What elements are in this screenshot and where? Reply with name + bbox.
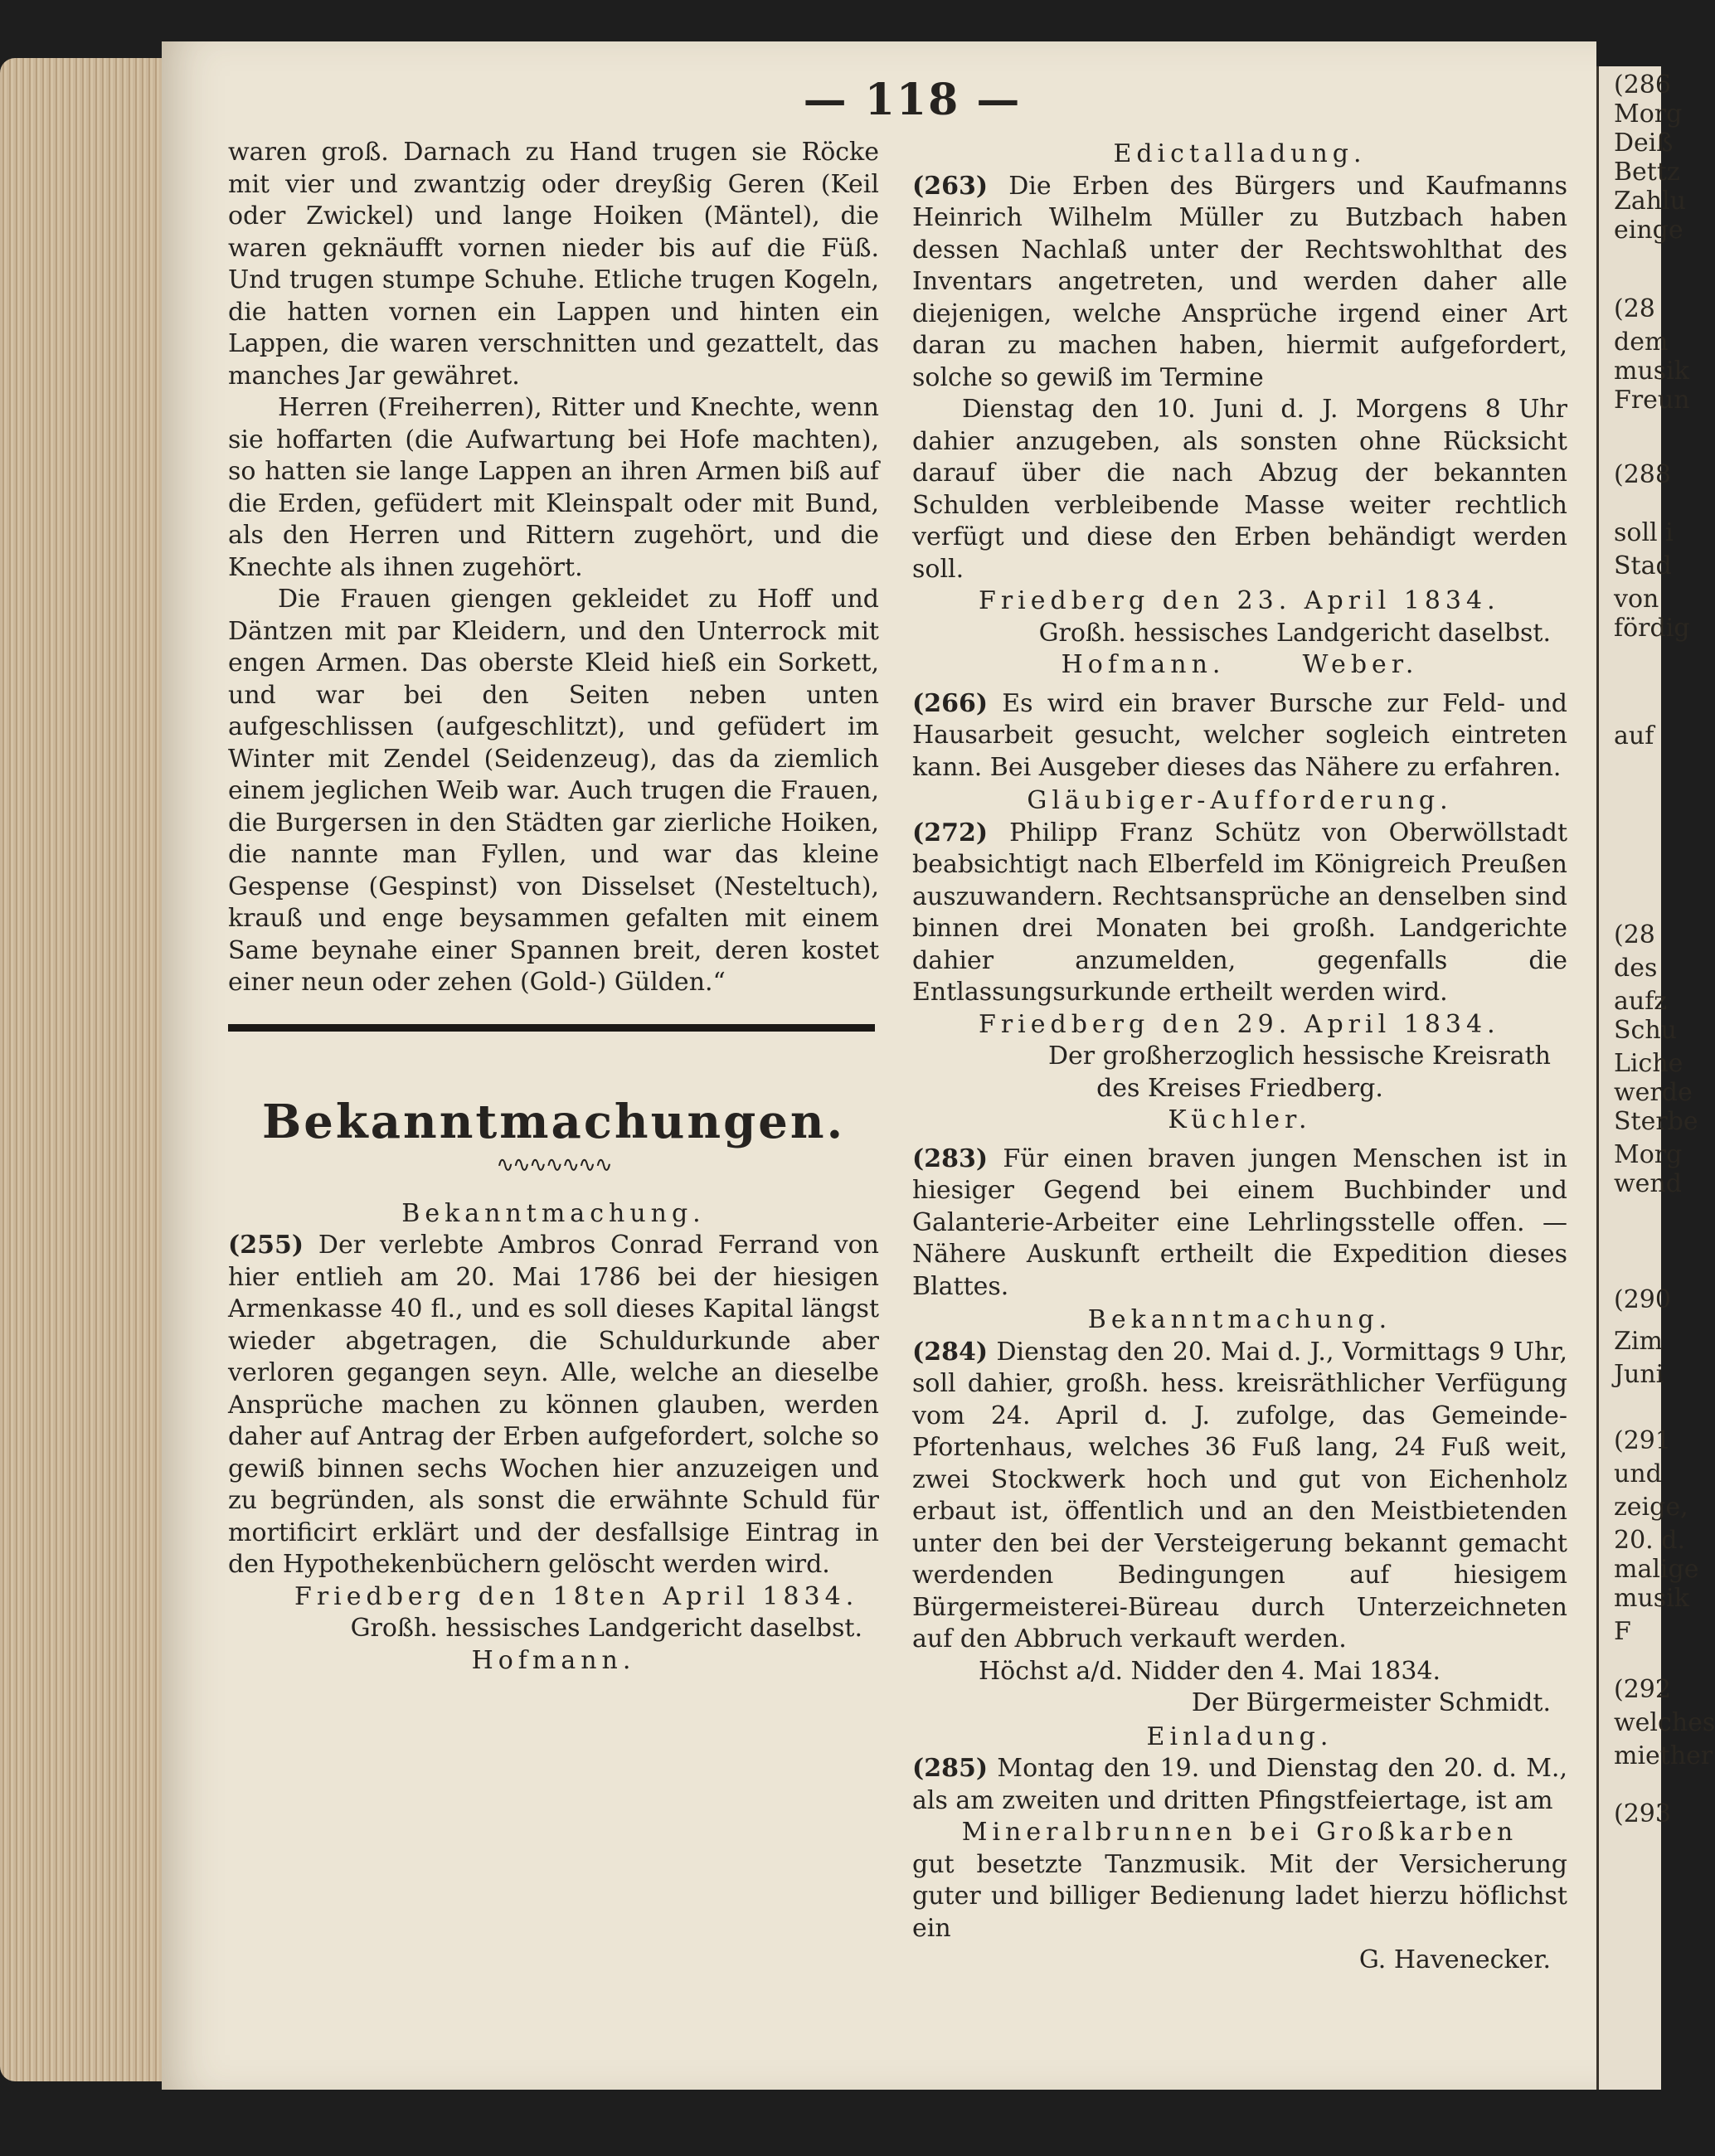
next-page-fragment: (28: [1614, 294, 1655, 323]
notice-272-heading: Gläubiger-Aufforderung.: [1027, 786, 1453, 815]
notice-284-text: Dienstag den 20. Mai d. J., Vormittags 9 Uhr, soll dahier, großh. hess. kreisräthlicher Verfügung vom 24. April d. J. zufolge, das Gemeinde-Pfortenhaus, welches 36 Fuß lang, 24 Fuß weit, zwei Stockwerk hoch und gut von Eichenholz erbaut ist, öffentlich und an den Meistbietenden unter den bei der Versteigerung bekannt gemacht werdenden Bedingungen auf hiesigem Bürgermeisterei-Büreau durch Unterzeichneten auf den Abbruch verkauft werden.: [912, 1337, 1567, 1653]
notice-284-id: (284): [912, 1337, 989, 1367]
next-page-fragment: Deiß: [1614, 129, 1674, 158]
notice-272: [912, 785, 1567, 1137]
next-page-fragment: fördig: [1614, 614, 1690, 643]
notice-283-id: (283): [912, 1144, 989, 1173]
next-page-fragment: zeige,: [1614, 1493, 1688, 1522]
notice-285-text2: gut besetzte Tanzmusik. Mit der Versicherung guter und billiger Bedienung ladet hierzu höflichst ein: [912, 1849, 1567, 1943]
notice-263: [912, 138, 1567, 682]
next-page-fragment: miether: [1614, 1741, 1713, 1770]
notice-285-id: (285): [912, 1754, 989, 1783]
next-page-fragment: Stad: [1614, 551, 1672, 580]
next-page-fragment: dem: [1614, 328, 1669, 357]
notice-263-heading: Edictalladung.: [1113, 139, 1367, 168]
notice-263-text: Die Erben des Bürgers und Kaufmanns Heinrich Wilhelm Müller zu Butzbach haben dessen Nachlaß unter der Rechtswohlthat des Inventars angetreten, und werden daher alle diejenigen, welche Ansprüche irgend einer Art daran zu machen haben, hiermit aufgefordert, solche so gewiß im Termine: [912, 171, 1567, 392]
notice-255-heading: Bekanntmachung.: [401, 1198, 706, 1228]
next-page-fragment: Schu: [1614, 1016, 1677, 1045]
notice-266-text: Es wird ein braver Bursche zur Feld- und Hausarbeit gesucht, welcher sogleich eintreten kann. Bei Ausgeber dieses das Nähere zu erfahren.: [912, 688, 1567, 782]
next-page-fragment: Bettz: [1614, 158, 1680, 187]
next-page-fragment: Sterbe: [1614, 1107, 1698, 1136]
next-page-fragment: (290: [1614, 1285, 1671, 1314]
notice-272-signer: Küchler.: [1168, 1105, 1312, 1134]
next-page-fragment: aufz: [1614, 987, 1668, 1016]
notice-284: [912, 1304, 1567, 1720]
notice-272-authority-1: Der großherzoglich hessische Kreisrath: [1047, 1042, 1551, 1071]
next-page-fragment: von: [1614, 585, 1659, 614]
next-page-fragment: Zahlu: [1614, 187, 1686, 216]
notice-263-signers: Hofmann. Weber.: [1061, 650, 1419, 679]
notice-255-signer: Hofmann.: [471, 1645, 636, 1675]
next-page-fragment: und: [1614, 1459, 1662, 1488]
notice-263-authority: Großh. hessisches Landgericht daselbst.: [1038, 618, 1551, 648]
next-page-strip: [1596, 66, 1715, 2090]
next-page-fragment: wend: [1614, 1169, 1682, 1198]
notice-272-id: (272): [912, 818, 989, 847]
notice-263-id: (263): [912, 171, 989, 201]
right-column: [912, 137, 1567, 1977]
intro-paragraph-2: Herren (Freiherren), Ritter und Knechte, wenn sie hoffarten (die Aufwartung bei Hofe machten), so hatten sie lange Lappen an ihren Armen biß auf die Erden, gefüdert mit Kleinspalt oder mit Bund, als den Herren und Rittern zugehört, und die Knechte als ihnen zugehört.: [228, 393, 879, 582]
notice-284-place-date: Höchst a/d. Nidder den 4. Mai 1834.: [979, 1656, 1441, 1686]
notice-263-place-date: Friedberg den 23. April 1834.: [979, 586, 1500, 615]
intro-paragraph-1: waren groß. Darnach zu Hand trugen sie Röcke mit vier und zwantzig oder dreyßig Geren (Keil oder Zwickel) und lange Hoiken (Mäntel), die waren geknäufft vornen nieder bis auf die Füß. Und trugen stumpe Schuhe. Etliche trugen Kogeln, die hatten vornen ein Lappen und hinten ein Lappen, die waren verschnitten und gezattelt, das manches Jar gewähret.: [228, 138, 879, 391]
section-heading: Bekanntmachungen.: [261, 1094, 846, 1149]
notice-255-place-date: Friedberg den 18ten April 1834.: [294, 1581, 859, 1611]
next-page-fragment: (292: [1614, 1675, 1671, 1704]
left-column: [228, 137, 879, 1677]
notice-272-authority-2: des Kreises Friedberg.: [1096, 1073, 1383, 1103]
notice-284-signer: Der Bürgermeister Schmidt.: [1191, 1688, 1551, 1717]
divider-rule: [228, 1024, 875, 1032]
notice-255-authority: Großh. hessisches Landgericht daselbst.: [350, 1614, 862, 1643]
next-page-fragment: (288: [1614, 460, 1671, 489]
next-page-fragment: Freun: [1614, 386, 1690, 415]
next-page-fragment: Morg: [1614, 100, 1683, 129]
next-page-fragment: (291: [1614, 1426, 1671, 1455]
notice-272-place-date: Friedberg den 29. April 1834.: [979, 1009, 1500, 1039]
book-page-edges: [0, 58, 174, 2081]
notice-263-text2: Dienstag den 10. Juni d. J. Morgens 8 Uhr dahier anzugeben, als sonsten ohne Rücksicht darauf über die nach Abzug der bekannten Schulden verbleibende Masse weiter rechtlich verfügt und diese den Erben behändigt werden soll.: [912, 395, 1567, 584]
notice-285: [912, 1721, 1567, 1977]
next-page-fragment: (286: [1614, 70, 1671, 100]
next-page-fragment: musik: [1614, 357, 1689, 386]
notice-283: [912, 1144, 1567, 1304]
next-page-fragment: einge: [1614, 216, 1683, 245]
next-page-fragment: auf: [1614, 721, 1654, 750]
notice-255-id: (255): [228, 1231, 304, 1260]
next-page-fragment: musik: [1614, 1584, 1689, 1613]
notice-266: [912, 688, 1567, 784]
notice-285-heading: Einladung.: [1146, 1721, 1334, 1751]
notice-283-text: Für einen braven jungen Menschen ist in hiesiger Gegend bei einem Buchbinder und Galanterie-Arbeiter eine Lehrlingsstelle offen. — Nähere Auskunft ertheilt die Expedition dieses Blattes.: [912, 1144, 1567, 1301]
next-page-fragment: F: [1614, 1617, 1631, 1646]
next-page-fragment: werde: [1614, 1078, 1693, 1107]
notice-285-text: Montag den 19. und Dienstag den 20. d. M., als am zweiten und dritten Pfingstfeiertage, ist am: [912, 1754, 1568, 1815]
notice-255: [228, 1198, 879, 1678]
notice-285-venue: Mineralbrunnen bei Großkarben: [961, 1818, 1518, 1847]
notice-255-text: Der verlebte Ambros Conrad Ferrand von hier entlieh am 20. Mai 1786 bei der hiesigen Armenkasse 40 fl., und es soll dieses Kapital längst wieder abgetragen, die Schuldurkunde aber verloren gegangen seyn. Alle, welche an dieselbe Ansprüche machen zu können glauben, werden daher auf Antrag der Erben aufgefordert, solche so gewiß binnen sechs Wochen hier anzuzeigen und zu begründen, als sonst die erwähnte Schuld für mortificirt erklärt und der desfallsige Eintrag in den Hypothekenbüchern gelöscht werden wird.: [228, 1231, 879, 1579]
notice-284-heading: Bekanntmachung.: [1087, 1305, 1392, 1334]
next-page-fragment: Zim: [1614, 1327, 1663, 1356]
intro-paragraph-3: Die Frauen giengen gekleidet zu Hoff und Däntzen mit par Kleidern, und den Unterrock mit engen Armen. Das oberste Kleid hieß ein Sorkett, und war bei den Seiten neben unten aufgeschlissen (aufgeschlitzt), und gefüdert im Winter mit Zendel (Seidenzeug), das da ziemlich einem jeglichen Weib war. Auch trugen die Frauen, die Burgersen in den Städten gar zierliche Hoiken, die nannte man Fyllen, und war das kleine Gespense (Gespinst) von Disselset (Nesteltuch), krauß und enge beysammen gefalten mit einem Same beynahe einer Spannen breit, deren kostet einer neun oder zehen (Gold-) Gülden.“: [228, 585, 879, 997]
notice-272-text: Philipp Franz Schütz von Oberwöllstadt beabsichtigt nach Elberfeld im Königreich Preußen auszuwandern. Rechtsansprüche an denselben sind binnen drei Monaten bei großh. Landgerichte dahier anzumelden, gegenfalls die Entlassungsurkunde ertheilt werden wird.: [912, 818, 1567, 1007]
next-page-fragment: malige: [1614, 1555, 1699, 1584]
next-page-fragment: welches: [1614, 1708, 1715, 1737]
next-page-fragment: (28: [1614, 920, 1655, 949]
next-page-fragment: Morg: [1614, 1140, 1683, 1169]
next-page-fragment: Liche: [1614, 1049, 1683, 1078]
next-page-fragment: Juni: [1614, 1360, 1664, 1389]
ornament: ∿∿∿∿∿∿∿: [496, 1153, 611, 1178]
next-page-fragment: soll i: [1614, 518, 1674, 547]
next-page-fragment: 20. d.: [1614, 1526, 1685, 1555]
page-number: — 118 —: [803, 75, 1022, 125]
next-page-fragment: des: [1614, 954, 1658, 983]
notice-285-signer: G. Havenecker.: [1358, 1945, 1551, 1974]
next-page-fragment: (293: [1614, 1799, 1671, 1828]
notice-266-id: (266): [912, 688, 989, 718]
